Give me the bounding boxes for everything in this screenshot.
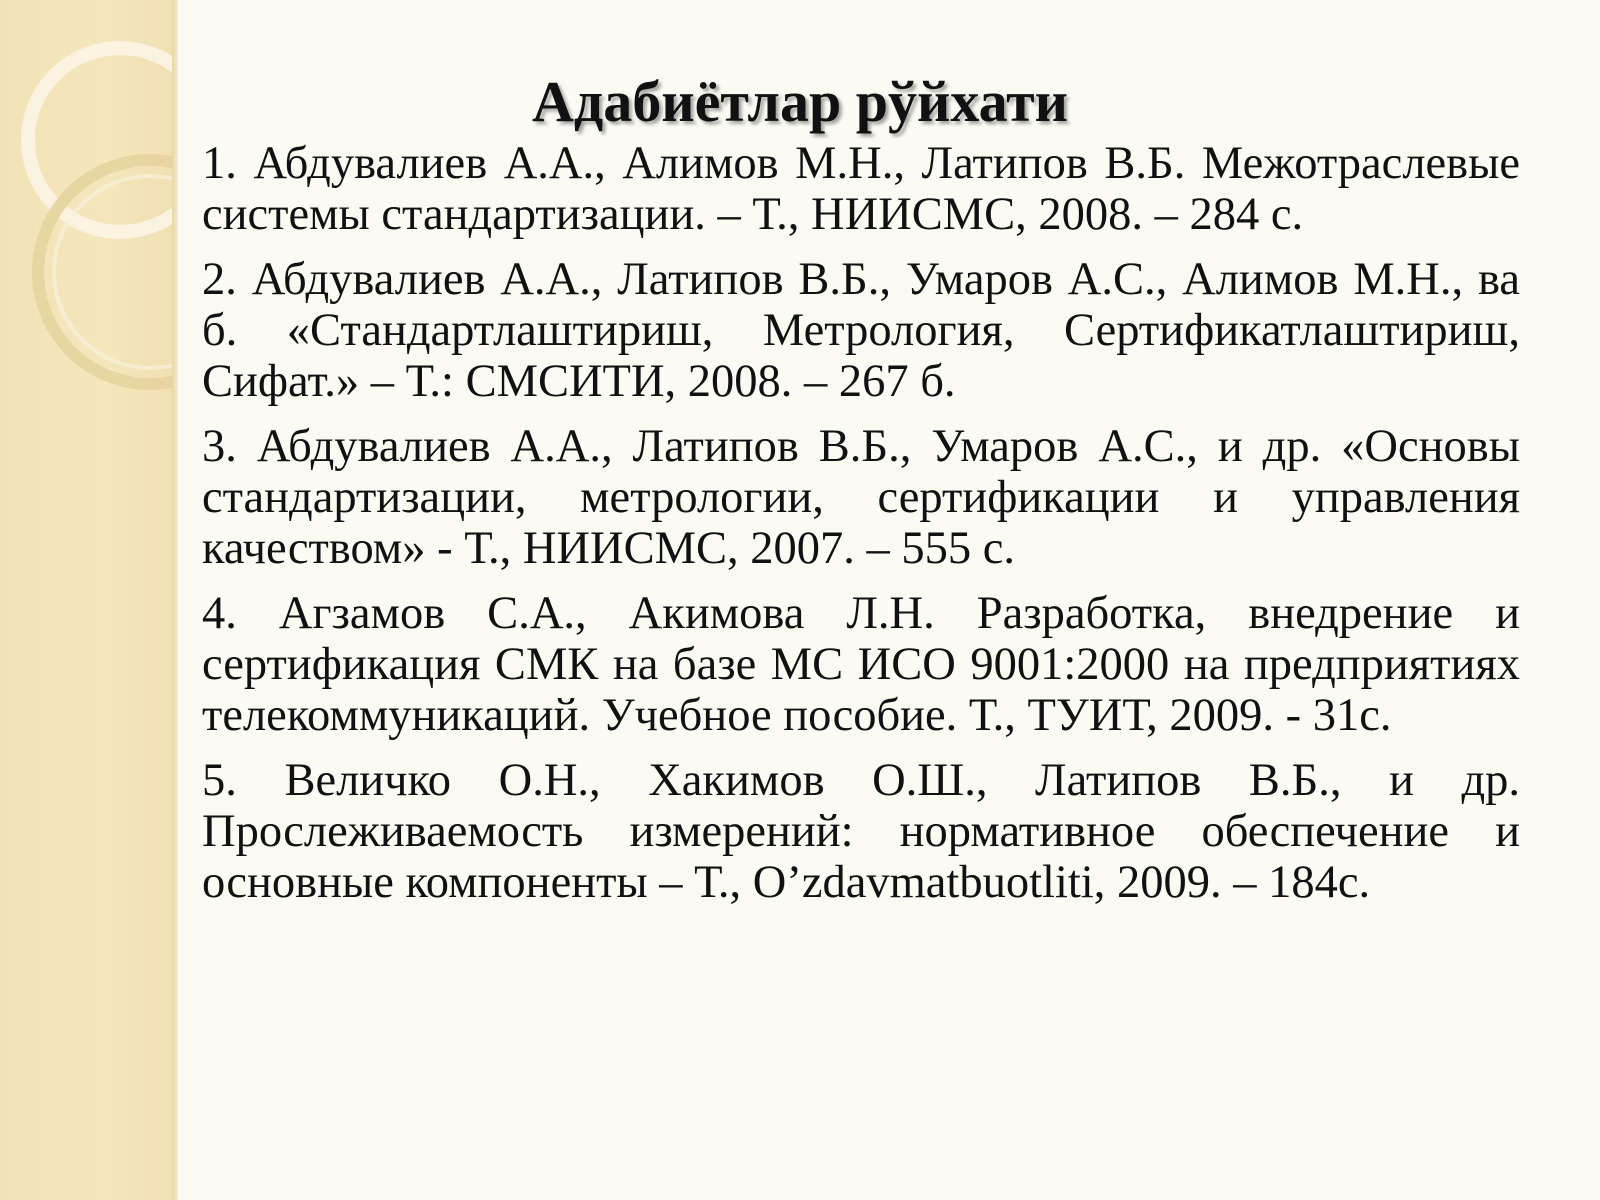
slide-title: Адабиётлар рўйхати [531, 68, 1069, 134]
side-band-edge [172, 0, 178, 1200]
reference-item-1: 1. Абдувалиев А.А., Алимов М.Н., Латипов В.Б. Межотраслевые системы стандартизации. – Т., НИИСМС, 2008. – 284 с. [202, 138, 1520, 240]
reference-item-5: 5. Величко О.Н., Хакимов О.Ш., Латипов В.Б., и др. Прослеживаемость измерений: нормативное обеспечение и основные компоненты – Т., O’zdavmatbuotliti, 2009. – 184с. [202, 755, 1520, 908]
reference-item-3: 3. Абдувалиев А.А., Латипов В.Б., Умаров А.С., и др. «Основы стандартизации, метрологии, сертификации и управления качеством» - Т., НИИСМС, 2007. – 555 с. [202, 421, 1520, 574]
reference-list [202, 138, 1520, 922]
decorative-side-band [0, 0, 176, 1200]
reference-item-2: 2. Абдувалиев А.А., Латипов В.Б., Умаров А.С., Алимов М.Н., ва б. «Стандартлаштириш, Метрология, Сертификатлаштириш, Сифат.» – Т.: СМСИТИ, 2008. – 267 б. [202, 254, 1520, 407]
decorative-rings-icon [0, 0, 176, 420]
reference-item-4: 4. Агзамов С.А., Акимова Л.Н. Разработка, внедрение и сертификация СМК на базе МС ИСО 9001:2000 на предприятиях телекоммуникаций. Учебное пособие. Т., ТУИТ, 2009. - 31с. [202, 588, 1520, 741]
